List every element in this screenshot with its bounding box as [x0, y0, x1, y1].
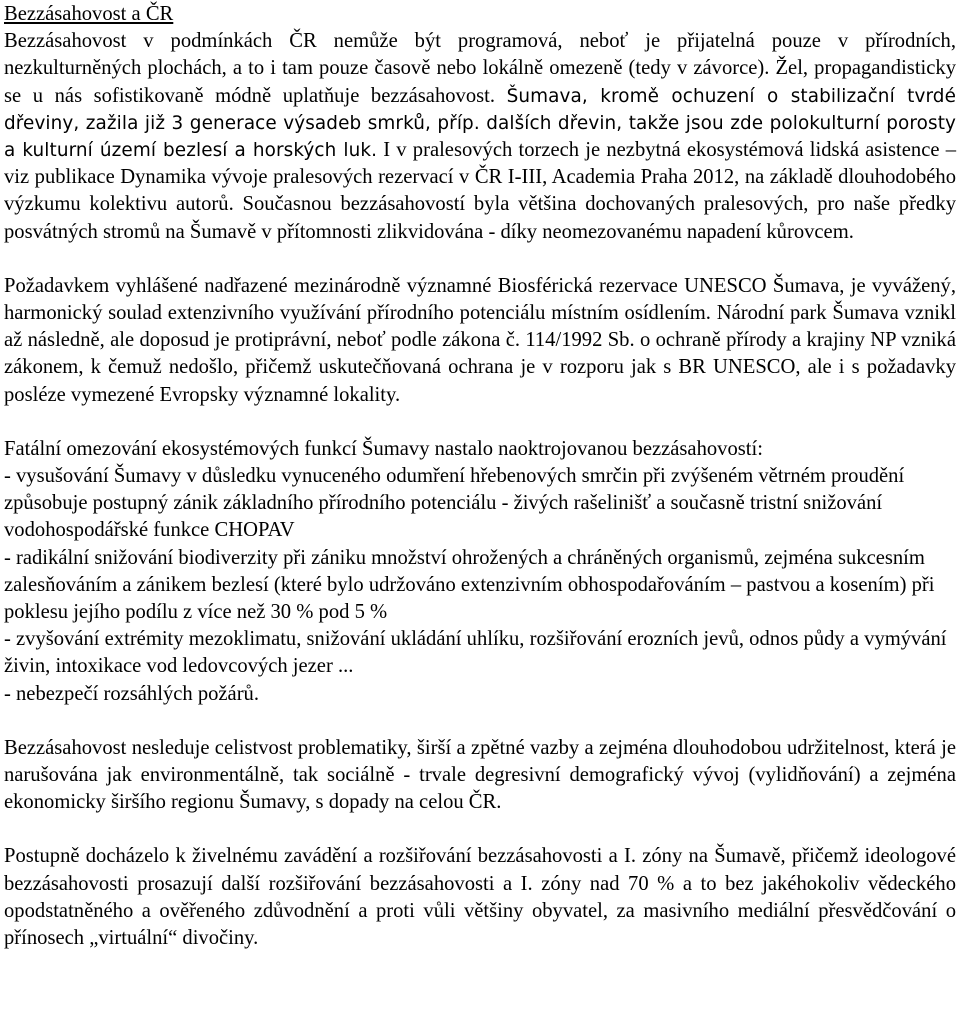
list-item: - vysušování Šumavy v důsledku vynuceného odumření hřebenových smrčin při zvýšeném větrném proudění způsobuje postupný zánik základního přírodního potenciálu - živých rašelinišť a současně tristní snižování vodohospodářské funkce CHOPAV [4, 465, 905, 542]
paragraph-zones: Postupně docházelo k živelnému zavádění a rozšiřování bezzásahovosti a I. zóny na Šumavě, přičemž ideologové bezzásahovosti prosazují další rozšiřování bezzásahovosti a I. zóny nad 70 % a to bez jakéhokoliv vědeckého opodstatněného a ověřeného zdůvodnění a proti vůli většiny obyvatel, za masivního mediální přesvědčování o přínosech „virtuální“ divočiny. [4, 845, 956, 950]
document-title: Bezzásahovost a ČR [4, 3, 174, 25]
list-item: - nebezpečí rozsáhlých požárů. [4, 682, 259, 705]
list-item: - zvyšování extrémity mezoklimatu, snižování ukládání uhlíku, rozšiřování erozních jevů, odnos půdy a vymývání živin, intoxikace vod ledovcových jezer ... [4, 628, 947, 678]
paragraph-bezzasahovost-intro [4, 28, 956, 246]
paragraph-fatal-intro: Fatální omezování ekosystémových funkcí Šumavy nastalo naoktrojovanou bezzásahovostí: [4, 437, 763, 460]
list-item: - radikální snižování biodiverzity při zániku množství ohrožených a chráněných organismů, zejména sukcesním zalesňováním a zánikem bezlesí (které bylo udržováno extenzivním obhospodařováním – pastvou a kosením) při poklesu jejího podílu z více než 30 % pod 5 % [4, 546, 935, 624]
paragraph-unesco: Požadavkem vyhlášené nadřazené mezinárodně významné Biosférická rezervace UNESCO Šumava, je vyvážený, harmonický soulad extenzivního využívání přírodního potenciálu místním osídlením. Národní park Šumava vznikl až následně, ale doposud je protiprávní, neboť podle zákona č. 114/1992 Sb. o ochraně přírody a krajiny NP vzniká zákonem, k čemuž nedošlo, přičemž uskutečňovaná ochrana je v rozporu jak s BR UNESCO, ale i s požadavky posléze vymezené Evropsky významné lokality. [4, 274, 956, 406]
paragraph-gap [4, 246, 956, 273]
paragraph-gap [4, 409, 956, 436]
paragraph-gap [4, 816, 956, 843]
paragraph-sustainability: Bezzásahovost nesleduje celistvost problematiky, širší a zpětné vazby a zejména dlouhodobou udržitelnost, která je narušována jak environmentálně, tak sociálně - trvale degresivní demografický vývoj (vylidňování) a zejména ekonomicky širšího regionu Šumavy, s dopady na celou ČR. [4, 736, 956, 814]
paragraph-gap [4, 708, 956, 735]
paragraph-1-part-b: Šumava, kromě ochuzení o stabilizační tvrdé dřeviny, zažila již 3 generace výsadeb smrků, příp. dalších dřevin, takže jsou zde polokulturní porosty a kulturní území bezlesí a horských luk. [4, 85, 956, 162]
paragraph-1-part-c: I v pralesových torzech je nezbytná ekosystémová lidská asistence – viz publikace Dynamika vývoje pralesových rezervací v ČR I-III, Academia Praha 2012, na základě dlouhodobého výzkumu kolektivu autorů. Současnou bezzásahovostí byla většina dochovaných pralesových, pro naše předky posvátných stromů na Šumavě v přítomnosti zlikvidována - díky neomezovanému napadení kůrovcem. [4, 139, 956, 243]
paragraph-1-part-a: Bezzásahovost v podmínkách ČR nemůže být programová, neboť je přijatelná pouze v přírodních, nezkulturněných plochách, a to i tam pouze časově nebo lokálně omezeně (tedy v závorce). Žel, propagandisticky se u nás sofistikovaně módně uplatňuje bezzásahovost. [4, 30, 956, 107]
